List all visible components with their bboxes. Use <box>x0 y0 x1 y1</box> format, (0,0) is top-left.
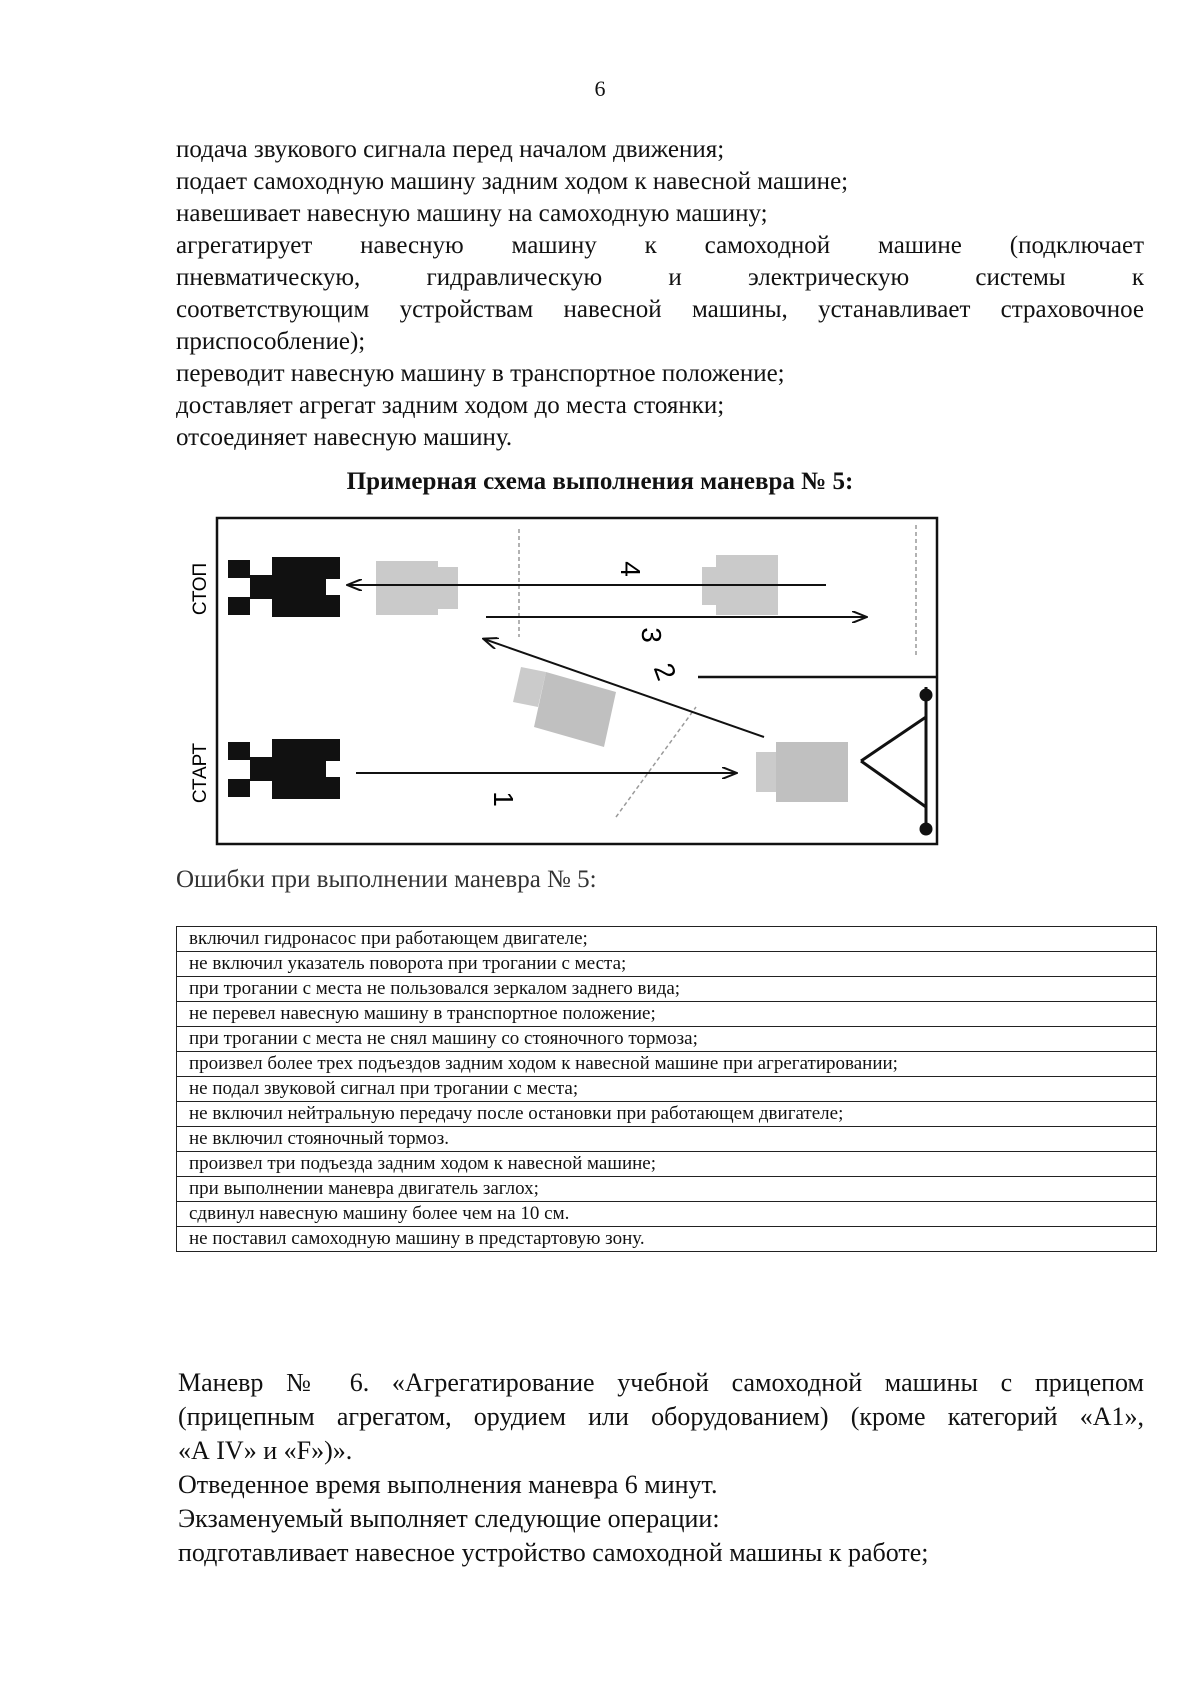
errors-table <box>176 926 1157 1252</box>
table-row <box>177 1227 1157 1252</box>
error-cell: произвел более трех подъездов задним ходом к навесной машине при агрегатировании; <box>177 1052 1157 1077</box>
intro-line: доставляет агрегат задним ходом до места стоянки; <box>176 392 725 419</box>
error-cell: сдвинул навесную машину более чем на 10 см. <box>177 1202 1157 1227</box>
table-row <box>177 1127 1157 1152</box>
intro-line: агрегатирует навесную машину к самоходной машине (подключает <box>176 232 1144 259</box>
table-row <box>177 1177 1157 1202</box>
arrow-label-4: 4 <box>615 561 646 577</box>
table-row <box>177 1152 1157 1177</box>
intro-line: соответствующим устройствам навесной машины, устанавливает страховочное <box>176 296 1144 323</box>
table-row <box>177 977 1157 1002</box>
table-row <box>177 952 1157 977</box>
intro-line: навешивает навесную машину на самоходную машину; <box>176 200 768 227</box>
intro-line: приспособление); <box>176 328 366 355</box>
error-cell: произвел три подъезда задним ходом к навесной машине; <box>177 1152 1157 1177</box>
intro-line: подача звукового сигнала перед началом движения; <box>176 136 725 163</box>
maneuver6-first-op: подготавливает навесное устройство самоходной машины к работе; <box>178 1538 929 1567</box>
table-row <box>177 1027 1157 1052</box>
error-cell: не поставил самоходную машину в предстартовую зону. <box>177 1227 1157 1252</box>
label-start: СТАРТ <box>190 742 211 804</box>
maneuver6-ops-intro: Экзаменуемый выполняет следующие операции: <box>178 1504 720 1533</box>
ghost-tractor-icon <box>376 561 458 615</box>
table-row <box>177 1202 1157 1227</box>
table-row <box>177 927 1157 952</box>
error-cell: не включил нейтральную передачу после остановки при работающем двигателе; <box>177 1102 1157 1127</box>
errors-title: Ошибки при выполнении маневра № 5: <box>176 866 597 893</box>
maneuver6-title: «А IV» и «F»)». <box>178 1436 353 1465</box>
error-cell: не включил стояночный тормоз. <box>177 1127 1157 1152</box>
table-row <box>177 1077 1157 1102</box>
error-cell: при трогании с места не снял машину со стояночного тормоза; <box>177 1027 1157 1052</box>
table-row <box>177 1002 1157 1027</box>
intro-line: отсоединяет навесную машину. <box>176 424 513 451</box>
intro-line: переводит навесную машину в транспортное положение; <box>176 360 785 387</box>
maneuver6-title: (прицепным агрегатом, орудием или оборудованием) (кроме категорий «А1», <box>178 1402 1144 1431</box>
intro-line: подает самоходную машину задним ходом к навесной машине; <box>176 168 849 195</box>
error-cell: не подал звуковой сигнал при трогании с места; <box>177 1077 1157 1102</box>
intro-line: пневматическую, гидравлическую и электрическую системы к <box>176 264 1144 291</box>
maneuver6-title: Маневр № 6. «Агрегатирование учебной самоходной машины с прицепом <box>178 1368 1144 1397</box>
page-number: 6 <box>594 76 606 101</box>
table-row <box>177 1102 1157 1127</box>
error-cell: не включил указатель поворота при трогании с места; <box>177 952 1157 977</box>
error-cell: при выполнении маневра двигатель заглох; <box>177 1177 1157 1202</box>
table-row <box>177 1052 1157 1077</box>
maneuver-diagram <box>190 517 938 845</box>
error-cell: не перевел навесную машину в транспортное положение; <box>177 1002 1157 1027</box>
label-stop: СТОП <box>190 562 211 616</box>
arrow-label-1: 1 <box>488 791 519 807</box>
scheme-heading: Примерная схема выполнения маневра № 5: <box>346 468 854 495</box>
arrow-label-3: 3 <box>636 627 667 643</box>
error-cell: при трогании с места не пользовался зеркалом заднего вида; <box>177 977 1157 1002</box>
error-cell: включил гидронасос при работающем двигателе; <box>177 927 1157 952</box>
maneuver6-time: Отведенное время выполнения маневра 6 минут. <box>178 1470 718 1499</box>
arrow-label-2: 2 <box>647 659 683 685</box>
